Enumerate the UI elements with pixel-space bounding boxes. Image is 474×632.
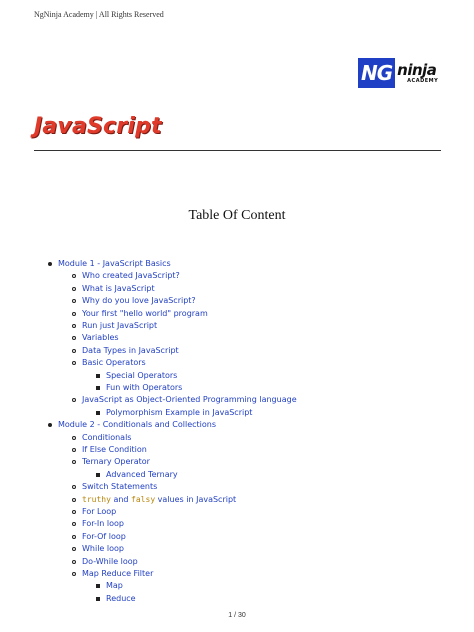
document-title: JavaScript	[34, 114, 162, 139]
toc-bullet	[72, 572, 76, 576]
logo-academy: ACADEMY	[407, 77, 439, 84]
logo-ninja: ninja	[397, 60, 437, 79]
toc-bullet	[96, 411, 100, 415]
toc-bullet	[72, 349, 76, 353]
toc-bullet	[72, 287, 76, 291]
toc-bullet	[72, 336, 76, 340]
toc-bullet	[72, 274, 76, 278]
toc-link[interactable]: Map	[106, 581, 123, 591]
toc-link[interactable]: Your first "hello world" program	[82, 308, 208, 318]
toc-bullet	[72, 547, 76, 551]
page-number: 1 / 30	[228, 612, 246, 619]
logo-ng: NG	[358, 58, 395, 88]
toc-link[interactable]: Who created JavaScript?	[82, 271, 180, 281]
toc-link[interactable]: For Loop	[82, 507, 117, 516]
toc-link[interactable]: Polymorphism Example in JavaScript	[106, 407, 253, 417]
toc-link[interactable]: Fun with Operators	[106, 383, 183, 392]
toc-link[interactable]: Map Reduce Filter	[82, 569, 154, 578]
logo-wordmark	[397, 60, 439, 84]
toc-bullet	[72, 312, 76, 316]
toc-bullet	[96, 374, 100, 378]
toc-code-term: falsy	[131, 494, 156, 504]
toc-bullet	[96, 473, 100, 477]
toc-heading: Table Of Content	[188, 208, 286, 223]
toc-link[interactable]: Data Types in JavaScript	[82, 345, 179, 355]
toc-link[interactable]: Run just JavaScript	[82, 321, 158, 330]
toc-link[interactable]: JavaScript as Object-Oriented Programming language	[82, 395, 297, 405]
toc-bullet	[72, 448, 76, 452]
toc-link[interactable]: Why do you love JavaScript?	[82, 296, 196, 306]
toc-bullet	[72, 460, 76, 464]
toc-bullet	[72, 510, 76, 514]
toc-link[interactable]: Module 1 - JavaScript Basics	[58, 259, 171, 268]
title-divider	[34, 150, 441, 151]
toc-bullet	[96, 584, 100, 588]
toc-link[interactable]	[82, 495, 236, 505]
toc-link[interactable]: For-In loop	[82, 519, 124, 529]
toc-link[interactable]: Basic Operators	[82, 358, 146, 368]
toc-bullet	[48, 262, 52, 266]
header-copyright: NgNinja Academy | All Rights Reserved	[34, 10, 164, 19]
toc-bullet	[72, 560, 76, 564]
toc-bullet	[72, 535, 76, 539]
toc-bullet	[72, 299, 76, 303]
toc-bullet	[96, 597, 100, 601]
toc-bullet	[72, 436, 76, 440]
toc-bullet	[72, 324, 76, 328]
toc-bullet	[96, 386, 100, 390]
toc-link[interactable]: Conditionals	[82, 432, 132, 442]
toc-bullet	[48, 423, 52, 427]
toc-link[interactable]: If Else Condition	[82, 445, 147, 454]
toc-link-text: and	[110, 494, 132, 504]
toc-link[interactable]: Advanced Ternary	[106, 469, 178, 479]
toc-link[interactable]: While loop	[82, 544, 124, 554]
toc-link[interactable]: For-Of loop	[82, 531, 126, 541]
toc-bullet	[72, 485, 76, 489]
toc-link-text: values in JavaScript	[155, 494, 237, 504]
toc-link[interactable]: Do-While loop	[82, 556, 138, 566]
toc-bullet	[72, 498, 76, 502]
toc-code-term: truthy	[82, 494, 111, 504]
toc-bullet	[72, 361, 76, 365]
ngninja-logo	[358, 58, 442, 88]
toc-link[interactable]: Module 2 - Conditionals and Collections	[58, 420, 217, 430]
toc-link[interactable]: Variables	[82, 333, 119, 343]
toc-link[interactable]: Reduce	[106, 593, 136, 603]
toc-bullet	[72, 522, 76, 526]
toc-link[interactable]: Special Operators	[106, 370, 178, 380]
toc-link[interactable]: What is JavaScript	[82, 283, 155, 293]
toc-link[interactable]: Switch Statements	[82, 482, 158, 492]
toc-link[interactable]: Ternary Operator	[82, 457, 150, 467]
toc-bullet	[72, 398, 76, 402]
